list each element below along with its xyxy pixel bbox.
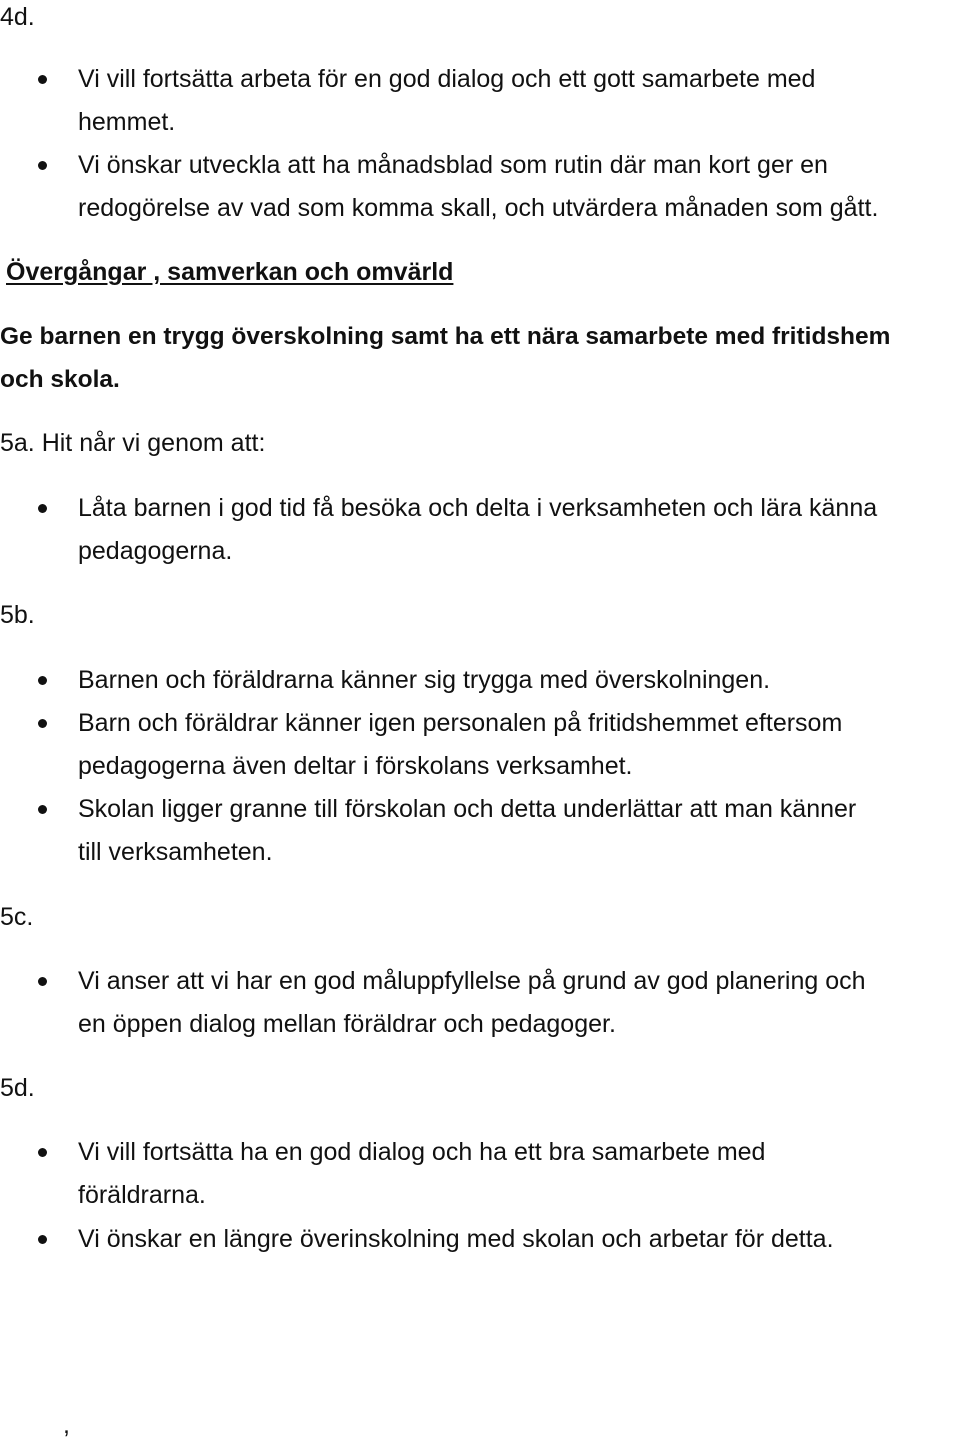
list-item-line: Vi vill fortsätta ha en god dialog och ha ett bra samarbete med	[78, 1138, 766, 1166]
bullet-icon	[38, 504, 47, 513]
bullet-icon	[38, 1148, 47, 1157]
goal-line: och skola.	[0, 366, 120, 393]
section-label-5c: 5c.	[0, 903, 34, 931]
list-item-line: Låta barnen i god tid få besöka och delta i verksamheten och lära känna	[78, 494, 878, 522]
goal-line: Ge barnen en trygg överskolning samt ha ett nära samarbete med fritidshem	[0, 323, 891, 350]
bullet-icon	[38, 977, 47, 986]
list-item-line: pedagogerna även deltar i förskolans verksamhet.	[78, 752, 633, 780]
bullet-icon	[38, 1235, 47, 1244]
list-item-line: Barn och föräldrar känner igen personalen på fritidshemmet eftersom	[78, 709, 843, 737]
section-label-5a: 5a. Hit når vi genom att:	[0, 429, 266, 457]
section-label-4d: 4d.	[0, 3, 35, 31]
section-heading: Övergångar , samverkan och omvärld	[6, 258, 454, 286]
bullet-icon	[38, 161, 47, 170]
section-label-5b: 5b.	[0, 601, 35, 629]
section-label-5d: 5d.	[0, 1074, 35, 1102]
list-item-line: Barnen och föräldrarna känner sig trygga med överskolningen.	[78, 666, 771, 694]
list-item-line: Vi vill fortsätta arbeta för en god dialog och ett gott samarbete med	[78, 65, 816, 93]
list-item-line: Vi anser att vi har en god måluppfyllelse på grund av god planering och	[78, 967, 866, 995]
list-item-line: redogörelse av vad som komma skall, och utvärdera månaden som gått.	[78, 194, 879, 222]
bullet-icon	[38, 676, 47, 685]
bullet-icon	[38, 719, 47, 728]
bullet-icon	[38, 805, 47, 814]
list-item-line: hemmet.	[78, 108, 176, 136]
list-item-line: till verksamheten.	[78, 838, 273, 866]
footer-mark: ,	[63, 1411, 70, 1439]
list-item-line: Vi önskar en längre överinskolning med skolan och arbetar för detta.	[78, 1225, 834, 1253]
list-item-line: Vi önskar utveckla att ha månadsblad som rutin där man kort ger en	[78, 151, 828, 179]
bullet-icon	[38, 75, 47, 84]
list-item-line: Skolan ligger granne till förskolan och detta underlättar att man känner	[78, 795, 857, 823]
list-item-line: pedagogerna.	[78, 537, 233, 565]
list-item-line: en öppen dialog mellan föräldrar och pedagoger.	[78, 1010, 616, 1038]
list-item-line: föräldrarna.	[78, 1181, 206, 1209]
